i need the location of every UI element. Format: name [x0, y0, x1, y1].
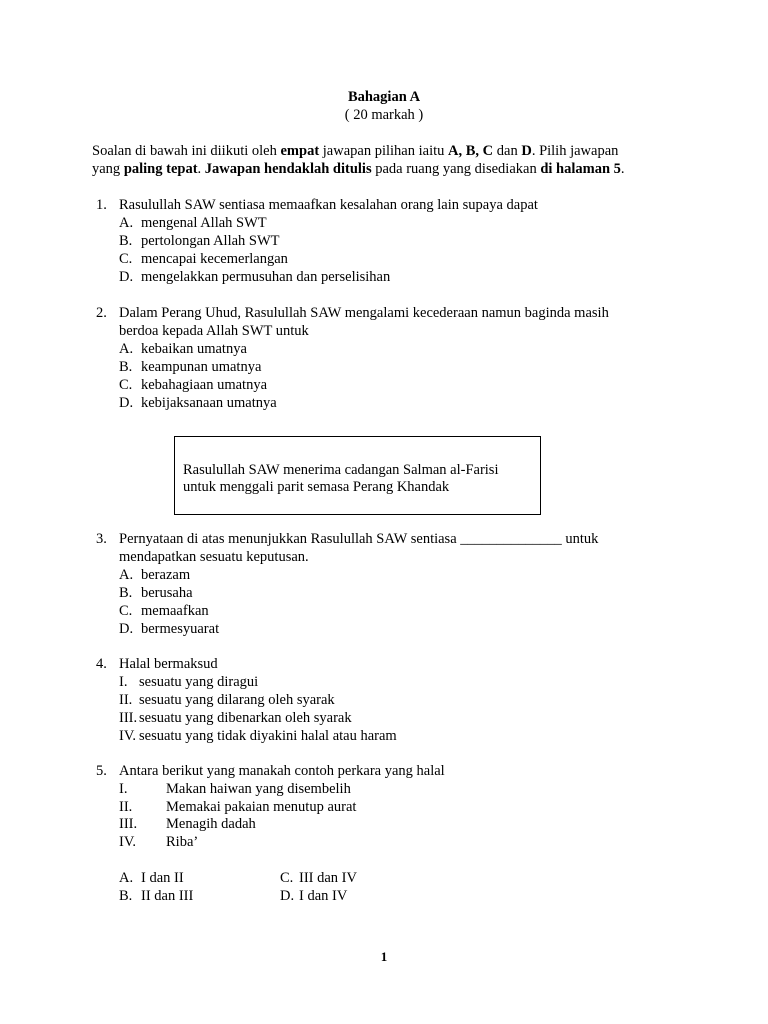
- option-text: pertolongan Allah SWT: [141, 233, 280, 249]
- item-text: Menagih dadah: [166, 816, 256, 832]
- option-label: A.: [119, 341, 134, 357]
- question-number: 2.: [96, 305, 107, 321]
- question-number: 3.: [96, 531, 107, 547]
- item-text: sesuatu yang diragui: [139, 674, 259, 690]
- option-label: D.: [119, 395, 134, 411]
- instr-bold: A, B, C: [448, 143, 494, 159]
- question-stem: Pernyataan di atas menunjukkan Rasulullah SAW sentiasa ______________ untuk: [119, 531, 599, 547]
- question-stem: berdoa kepada Allah SWT untuk: [119, 323, 309, 339]
- option-text: mengelakkan permusuhan dan perselisihan: [141, 269, 391, 285]
- question-stem: Rasulullah SAW sentiasa memaafkan kesalahan orang lain supaya dapat: [119, 197, 538, 213]
- item-text: Makan haiwan yang disembelih: [166, 781, 351, 797]
- option-label: A.: [119, 870, 134, 886]
- instr-bold: Jawapan hendaklah ditulis: [204, 161, 372, 177]
- option-text: III dan IV: [299, 870, 357, 886]
- question-stem: Halal bermaksud: [119, 656, 218, 672]
- instr-text: .: [197, 161, 205, 177]
- option-text: kebijaksanaan umatnya: [141, 395, 277, 411]
- item-label: III.: [119, 816, 138, 832]
- item-text: sesuatu yang dilarang oleh syarak: [139, 692, 335, 708]
- statement-box: [174, 436, 541, 515]
- item-label: II.: [119, 799, 133, 815]
- instr-bold: empat: [280, 143, 320, 159]
- question-number: 4.: [96, 656, 107, 672]
- option-text: keampunan umatnya: [141, 359, 262, 375]
- question-stem: mendapatkan sesuatu keputusan.: [119, 549, 309, 565]
- item-label: I.: [119, 674, 128, 690]
- option-label: D.: [119, 269, 134, 285]
- question-stem: Antara berikut yang manakah contoh perkara yang halal: [119, 763, 445, 779]
- question-stem: Dalam Perang Uhud, Rasulullah SAW mengalami kecederaan namun baginda masih: [119, 305, 609, 321]
- option-label: B.: [119, 585, 133, 601]
- option-label: C.: [280, 870, 294, 886]
- option-text: berazam: [141, 567, 191, 583]
- instr-text: . Pilih jawapan: [531, 143, 619, 159]
- item-text: Memakai pakaian menutup aurat: [166, 799, 357, 815]
- option-label: D.: [119, 621, 134, 637]
- instructions-line-2: [92, 160, 625, 178]
- instr-text: .: [620, 161, 625, 177]
- statement-line: untuk menggali parit semasa Perang Khandak: [183, 479, 450, 495]
- option-text: kebaikan umatnya: [141, 341, 247, 357]
- question-number: 1.: [96, 197, 107, 213]
- instr-bold: di halaman 5: [540, 161, 621, 177]
- item-label: IV.: [119, 834, 137, 850]
- option-label: D.: [280, 888, 295, 904]
- section-marks: ( 20 markah ): [344, 107, 424, 123]
- instr-text: pada ruang yang disediakan: [371, 161, 541, 177]
- page-number: 1: [380, 949, 388, 964]
- option-text: kebahagiaan umatnya: [141, 377, 268, 393]
- option-label: A.: [119, 567, 134, 583]
- option-text: bermesyuarat: [141, 621, 220, 637]
- item-label: II.: [119, 692, 133, 708]
- option-label: A.: [119, 215, 134, 231]
- item-text: sesuatu yang tidak diyakini halal atau haram: [139, 728, 397, 744]
- option-text: berusaha: [141, 585, 193, 601]
- item-label: IV.: [119, 728, 137, 744]
- option-text: I dan IV: [299, 888, 348, 904]
- instr-text: Soalan di bawah ini diikuti oleh: [92, 143, 281, 159]
- option-text: mengenal Allah SWT: [141, 215, 267, 231]
- instr-bold: D: [521, 143, 532, 159]
- item-text: sesuatu yang dibenarkan oleh syarak: [139, 710, 352, 726]
- option-text: I dan II: [141, 870, 184, 886]
- option-label: C.: [119, 603, 133, 619]
- instr-text: jawapan pilihan iaitu: [319, 143, 449, 159]
- statement-line: Rasulullah SAW menerima cadangan Salman al-Farisi: [183, 462, 499, 478]
- section-title: Bahagian A: [347, 89, 421, 105]
- option-label: B.: [119, 359, 133, 375]
- instr-text: yang: [92, 161, 124, 177]
- item-label: III.: [119, 710, 138, 726]
- option-text: memaafkan: [141, 603, 209, 619]
- option-label: B.: [119, 888, 133, 904]
- option-label: B.: [119, 233, 133, 249]
- option-text: mencapai kecemerlangan: [141, 251, 288, 267]
- option-label: C.: [119, 251, 133, 267]
- instr-text: dan: [493, 143, 522, 159]
- question-number: 5.: [96, 763, 107, 779]
- item-text: Riba’: [166, 834, 199, 850]
- instructions-line-1: [92, 142, 618, 160]
- option-label: C.: [119, 377, 133, 393]
- option-text: II dan III: [141, 888, 194, 904]
- instr-bold: paling tepat: [123, 161, 198, 177]
- item-label: I.: [119, 781, 128, 797]
